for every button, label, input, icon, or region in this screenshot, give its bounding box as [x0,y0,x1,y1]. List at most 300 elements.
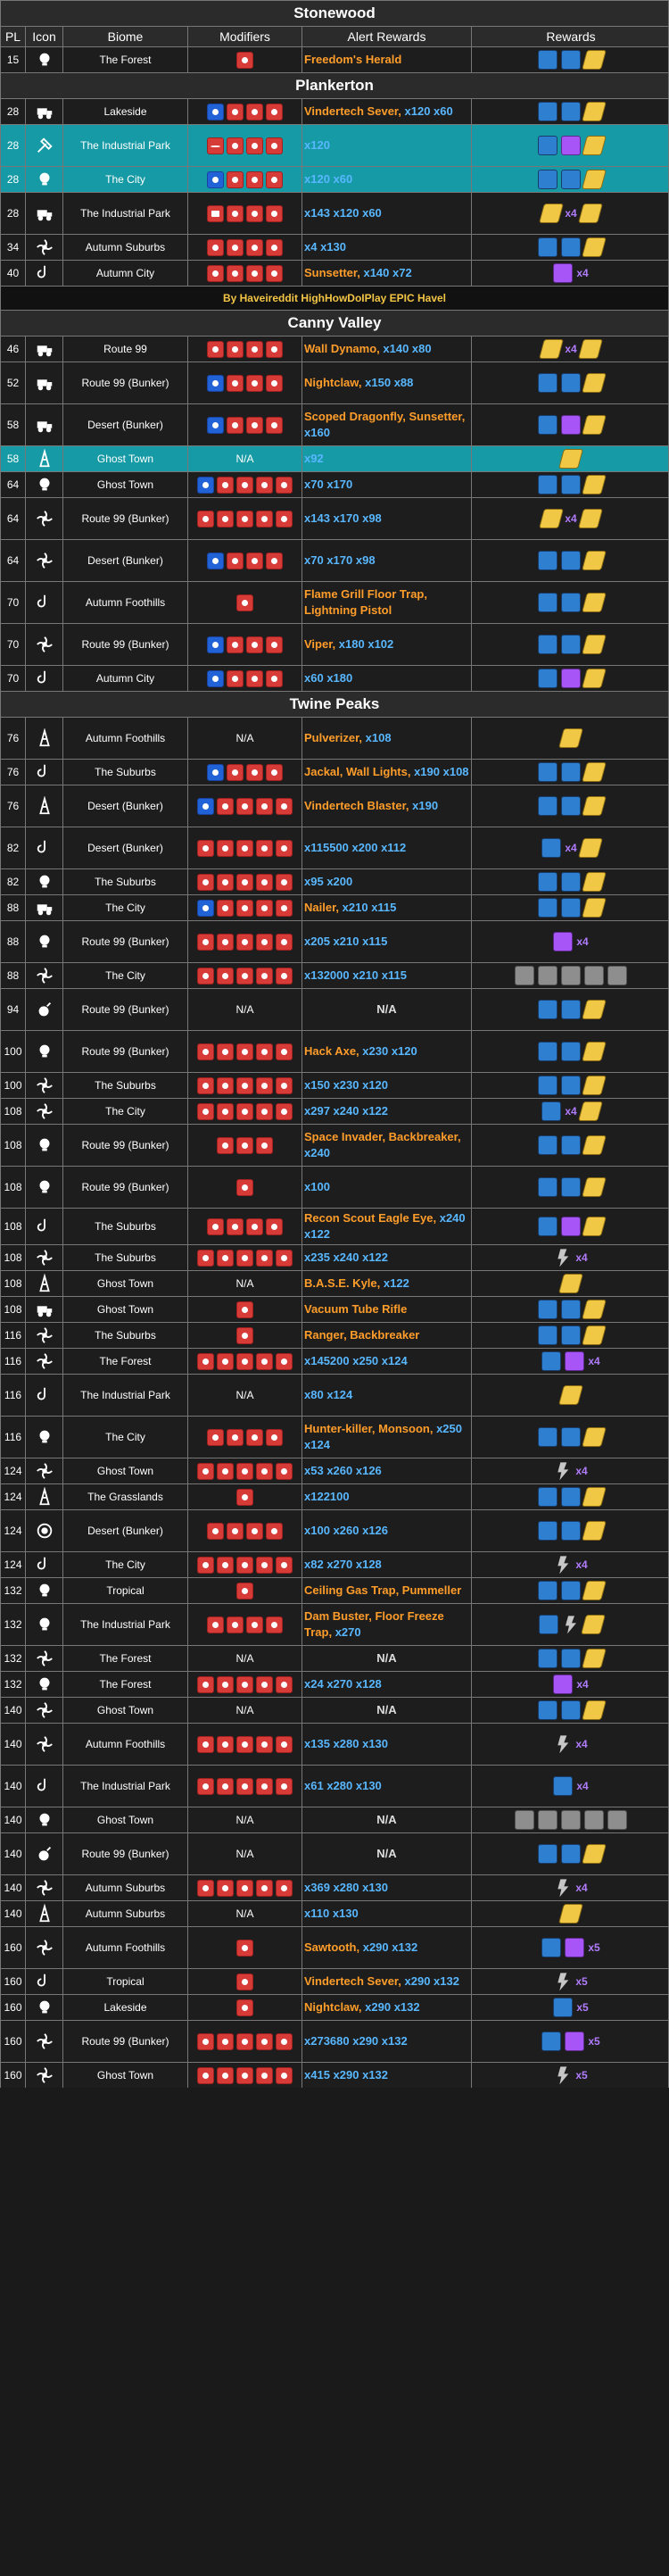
power-level: 58 [1,404,26,445]
power-level: 52 [1,362,26,403]
modifier-icon [256,1880,273,1897]
grey-reward-icon [584,1810,604,1830]
skull-icon [34,1426,55,1448]
alert-text: Wall Dynamo, [304,341,384,355]
gold-reward-icon [582,237,607,257]
modifier-icon [276,1043,293,1060]
alert-rewards-cell [302,1297,472,1322]
gold-reward-icon [582,1649,607,1668]
alert-text: Flame Grill Floor Trap, Lightning Pistol [304,586,427,617]
book-reward-icon [538,1000,558,1019]
gold-reward-icon [582,872,607,892]
modifiers-cell [188,235,302,260]
alert-rewards-cell [302,235,472,260]
rewards-cell [472,261,669,286]
power-level: 132 [1,1672,26,1697]
book-reward-icon [539,1615,558,1634]
modifier-icon [236,1137,253,1154]
reward-count-label: x4 [565,512,577,525]
alert-rewards-cell [302,624,472,665]
purple-reward-icon [561,136,581,155]
alert-rewards-cell [302,446,472,471]
modifiers-cell [188,869,302,894]
alert-count: x122 [362,1251,389,1265]
modifier-icon [197,511,214,528]
alert-count: x180 [326,670,353,685]
rewards-cell [472,666,669,691]
alert-count: x120 [404,104,434,118]
biome-name: The Industrial Park [63,1766,188,1807]
mission-icon-cell [26,1297,63,1322]
rewards-cell [472,1646,669,1671]
alert-count: x132 [362,2068,389,2082]
creator-credit-banner: By Haveireddit HighHowDoIPlay EPIC Havel [0,286,669,310]
alert-text: Vindertech Sever, [304,104,405,118]
rewards-cell [472,2063,669,2088]
power-level: 28 [1,125,26,166]
biome-name: Autumn Foothills [63,718,188,759]
modifier-icon [276,874,293,891]
tower-icon [34,1903,55,1924]
fan-icon [34,2031,55,2052]
book-reward-icon [561,796,581,816]
biome-name: The Forest [63,1349,188,1374]
biome-name: The Forest [63,1646,188,1671]
mission-icon-cell [26,337,63,361]
alert-rewards-cell [302,1375,472,1416]
fan-icon [34,1350,55,1372]
gold-reward-icon [582,136,607,155]
skull-icon [34,1674,55,1695]
grey-reward-icon [561,966,581,985]
section-title: Plankerton [0,72,669,98]
reward-count-label: x5 [575,2069,588,2082]
alert-rewards-cell [302,760,472,785]
power-level: 28 [1,193,26,234]
book-reward-icon [561,50,581,70]
book-reward-icon [561,1649,581,1668]
modifier-icon [246,375,263,392]
alert-count: x210 [352,968,382,982]
rewards-cell [472,167,669,192]
modifier-icon [246,239,263,256]
biome-name: Ghost Town [63,2063,188,2088]
alert-count: x180 [338,636,368,651]
book-reward-icon [561,170,581,189]
tower-icon [34,795,55,817]
modifier-icon [266,636,283,653]
alert-count: x135 [304,1737,334,1751]
alert-count: x130 [362,1737,389,1751]
modifiers-cell [188,1375,302,1416]
hook-icon [34,837,55,859]
modifiers-cell [188,446,302,471]
purple-reward-icon [565,1938,584,1957]
modifier-icon [217,2033,234,2050]
alert-count: x150 [365,375,394,389]
rewards-cell [472,235,669,260]
purple-reward-icon [553,932,573,951]
fan-icon [34,1075,55,1096]
modifier-icon [197,1880,214,1897]
gold-reward-icon [582,1487,607,1507]
biome-name: Desert (Bunker) [63,785,188,827]
alert-count: x60 [333,171,353,186]
table-row [0,623,669,665]
table-row [0,260,669,286]
modifiers-cell [188,1510,302,1551]
alert-count: x160 [304,426,330,439]
alert-rewards-cell [302,718,472,759]
alert-count: x124 [326,1388,353,1402]
alert-rewards-cell [302,1349,472,1374]
hook-icon [34,1554,55,1575]
alert-count: x112 [381,840,407,854]
modifiers-cell [188,1807,302,1832]
alert-count: x240 [439,1211,466,1225]
modifier-icon [236,1940,253,1957]
power-level: 108 [1,1125,26,1166]
alert-rewards-cell [302,2063,472,2088]
fan-icon [34,1733,55,1755]
reward-count-label: x4 [575,1882,588,1895]
power-level: 15 [1,47,26,72]
mission-icon-cell [26,193,63,234]
book-reward-icon [538,170,558,189]
rewards-cell [472,125,669,166]
book-reward-icon [538,1217,558,1236]
modifier-icon [217,1137,234,1154]
table-row [0,403,669,445]
biome-name: Route 99 (Bunker) [63,921,188,962]
modifier-icon [236,1179,253,1196]
alert-rewards-cell [302,1698,472,1723]
gold-reward-icon [582,1000,607,1019]
grey-reward-icon [584,966,604,985]
mission-icon-cell [26,1969,63,1994]
modifier-icon [246,764,263,781]
power-level: 140 [1,1807,26,1832]
book-reward-icon [538,1427,558,1447]
mission-icon-cell [26,1125,63,1166]
mission-icon-cell [26,827,63,868]
rewards-cell [472,1604,669,1645]
alert-rewards-cell [302,1646,472,1671]
gold-reward-icon [578,204,603,223]
table-row [0,759,669,785]
mission-icon-cell [26,1099,63,1124]
biome-name: Autumn Foothills [63,1724,188,1765]
modifier-icon [276,968,293,985]
modifier-icon [217,511,234,528]
rewards-cell [472,1552,669,1577]
rewards-cell [472,1031,669,1072]
modifiers-cell [188,989,302,1030]
alert-rewards-cell [302,1073,472,1098]
modifier-icon [266,375,283,392]
mission-icon-cell [26,2063,63,2088]
gold-reward-icon [582,50,607,70]
book-reward-icon [561,1177,581,1197]
alert-count: x130 [320,239,346,253]
alert-text: Hack Axe, [304,1043,363,1058]
fan-icon [34,1937,55,1958]
modifiers-na: N/A [235,453,254,465]
alert-text: Space Invader, Backbreaker, [304,1129,461,1143]
modifier-icon [217,2067,234,2084]
modifier-icon [256,1736,273,1753]
modifiers-cell [188,1271,302,1296]
modifiers-cell [188,498,302,539]
alert-rewards-cell [302,1833,472,1874]
biome-name: The Forest [63,1672,188,1697]
fan-icon [34,1247,55,1268]
table-row [0,46,669,72]
bolt-reward-icon [554,1462,572,1480]
alert-count: x415 [304,2068,334,2082]
book-reward-icon [538,593,558,612]
tower-icon [34,727,55,749]
alert-text: Hunter-killer, Monsoon, [304,1422,437,1436]
modifiers-cell [188,362,302,403]
alert-rewards-cell [302,1245,472,1270]
mission-icon-cell [26,1927,63,1968]
mission-icon-cell [26,921,63,962]
hook-icon [34,1216,55,1237]
modifiers-cell [188,167,302,192]
table-row [0,581,669,623]
modifiers-cell [188,760,302,785]
truck-icon [34,372,55,394]
mission-icon-cell [26,2021,63,2062]
fan-icon [34,1325,55,1346]
modifier-icon [207,1616,224,1633]
rewards-cell [472,1297,669,1322]
modifier-icon [207,239,224,256]
rewards-cell [472,1901,669,1926]
alert-text: Viper, [304,636,339,651]
gold-reward-icon [582,898,607,918]
table-row [0,166,669,192]
modifier-icon [207,137,224,154]
power-level: 160 [1,2021,26,2062]
mission-icon-cell [26,718,63,759]
alert-rewards-cell [302,125,472,166]
alert-text: Nightclaw, [304,2000,366,2015]
power-level: 46 [1,337,26,361]
rewards-cell [472,1099,669,1124]
power-level: 40 [1,261,26,286]
modifier-icon [246,171,263,188]
mission-icon-cell [26,362,63,403]
alert-rewards-cell [302,1901,472,1926]
modifier-icon [256,968,273,985]
mission-icon-cell [26,624,63,665]
alert-count: x122 [362,1103,389,1118]
biome-name: The Suburbs [63,1323,188,1348]
modifiers-cell [188,1969,302,1994]
modifier-icon [276,1880,293,1897]
tower-icon [34,1273,55,1294]
alert-rewards-cell [302,337,472,361]
book-reward-icon [561,635,581,654]
table-row [0,1374,669,1416]
table-row [0,1208,669,1244]
power-level: 140 [1,1833,26,1874]
mission-icon-cell [26,1167,63,1208]
power-level: 116 [1,1349,26,1374]
book-reward-icon [553,1776,573,1796]
modifier-icon [207,1218,224,1235]
power-level: 76 [1,785,26,827]
modifier-icon [276,1778,293,1795]
rewards-cell [472,472,669,497]
book-reward-icon [538,1177,558,1197]
modifier-icon [227,104,244,120]
modifier-icon [236,1736,253,1753]
biome-name: Ghost Town [63,1807,188,1832]
bolt-reward-icon [562,1616,580,1633]
rewards-cell [472,1833,669,1874]
reward-count-label: x4 [576,935,589,948]
hook-icon [34,1384,55,1406]
alert-rewards-cell [302,1510,472,1551]
skull-icon [34,1134,55,1156]
rewards-cell [472,540,669,581]
gold-reward-icon [582,1300,607,1319]
table-row [0,1577,669,1603]
biome-name: Ghost Town [63,446,188,471]
book-reward-icon [538,1844,558,1864]
modifier-icon [227,1523,244,1540]
modifier-icon [227,553,244,569]
modifiers-na: N/A [235,1704,254,1717]
power-level: 160 [1,1995,26,2020]
biome-name: Autumn Suburbs [63,1901,188,1926]
gold-reward-icon [582,373,607,393]
alert-count: x280 [333,1881,363,1895]
biome-name: Ghost Town [63,1297,188,1322]
alert-rewards-cell [302,1672,472,1697]
purple-reward-icon [561,415,581,435]
alert-count: x210 [333,934,363,948]
gold-reward-icon [582,170,607,189]
table-row [0,1270,669,1296]
mission-icon-cell [26,404,63,445]
power-level: 160 [1,1969,26,1994]
alert-count: x72 [392,265,412,279]
gold-reward-icon [582,1177,607,1197]
modifier-icon [246,417,263,434]
modifier-icon [246,265,263,282]
rewards-cell [472,1323,669,1348]
modifier-icon [197,900,214,917]
purple-reward-icon [553,1674,573,1694]
alert-rewards-cell [302,1125,472,1166]
rewards-cell [472,1875,669,1900]
rewards-cell [472,446,669,471]
alert-rewards-cell [302,1995,472,2020]
modifier-icon [197,874,214,891]
modifiers-na: N/A [235,1652,254,1666]
book-reward-icon [538,1325,558,1345]
truck-icon [34,101,55,122]
gold-reward-icon [582,669,607,688]
alert-count: x132 [392,1940,418,1955]
alert-count: x70 [304,553,327,567]
modifier-icon [227,137,244,154]
mission-icon-cell [26,1323,63,1348]
rewards-cell [472,1271,669,1296]
modifiers-cell [188,47,302,72]
mission-icon-cell [26,446,63,471]
modifiers-cell [188,1875,302,1900]
reward-count-label: x4 [575,1558,588,1572]
alert-count: x290 [365,2000,394,2015]
alert-count: x230 [333,1077,363,1092]
reward-count-label: x4 [576,1678,589,1691]
biome-name: The Industrial Park [63,193,188,234]
biome-name: The City [63,1099,188,1124]
alert-count: x53 [304,1464,327,1478]
rewards-cell [472,1458,669,1483]
alert-count: x115 [381,968,407,982]
modifier-icon [227,764,244,781]
table-row [0,1166,669,1208]
alert-text: Ceiling Gas Trap, Pummeller [304,1583,462,1598]
gold-reward-icon [558,449,583,469]
table-row [0,471,669,497]
power-level: 64 [1,540,26,581]
modifier-icon [266,137,283,154]
alert-text: Ranger, Backbreaker [304,1328,420,1342]
gold-reward-icon [539,509,564,528]
modifiers-cell [188,666,302,691]
alert-rewards-cell [302,963,472,988]
rewards-cell [472,963,669,988]
rewards-cell [472,1375,669,1416]
alert-na: N/A [376,1651,397,1666]
gold-reward-icon [582,1844,607,1864]
purple-reward-icon [553,263,573,283]
alert-rewards-cell [302,472,472,497]
alert-rewards-cell [302,785,472,827]
grey-reward-icon [607,966,627,985]
fan-icon [34,237,55,258]
reward-count-label: x5 [575,1975,588,1989]
table-row [0,717,669,759]
rewards-cell [472,921,669,962]
modifier-icon [266,171,283,188]
power-level: 88 [1,895,26,920]
book-reward-icon [538,1521,558,1541]
biome-name: Autumn Foothills [63,582,188,623]
rewards-cell [472,895,669,920]
modifier-icon [236,1463,253,1480]
book-reward-icon [538,237,558,257]
modifier-icon [276,1463,293,1480]
book-reward-icon [538,1135,558,1155]
fan-icon [34,508,55,529]
modifier-icon [256,1353,273,1370]
hook-icon [34,761,55,783]
reward-count-label: x4 [588,1355,600,1368]
alert-count: x290 [333,2068,363,2082]
rewards-cell [472,1766,669,1807]
alert-count: x190 [412,798,439,812]
modifier-icon [207,265,224,282]
alert-count: x132 [381,2034,408,2048]
